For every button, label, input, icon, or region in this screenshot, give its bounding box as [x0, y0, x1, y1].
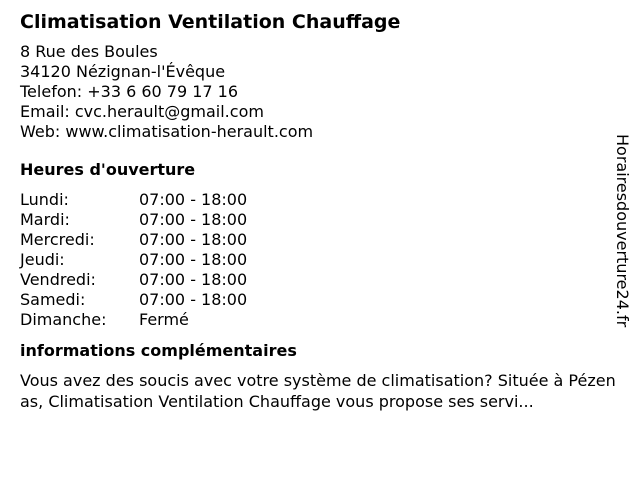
address-city: 34120 Nézignan-l'Évêque: [20, 62, 226, 81]
day-hours: 07:00 - 18:00: [139, 230, 248, 249]
website-link[interactable]: Web: www.climatisation-herault.com: [20, 122, 314, 141]
hours-row-vendredi: [20, 270, 610, 290]
hours-row-jeudi: [20, 250, 610, 270]
opening-hours-table: [20, 190, 610, 330]
day-label: Mardi:: [20, 210, 70, 229]
business-name: Climatisation Ventilation Chauffage: [20, 11, 401, 33]
day-label: Samedi:: [20, 290, 86, 309]
additional-info-text: Vous avez des soucis avec votre système de climatisation? Située à Pézenas, Climatisation Ventilation Chauffage vous propose ses servi...: [20, 371, 616, 411]
day-hours: 07:00 - 18:00: [139, 250, 248, 269]
hours-row-mercredi: [20, 230, 610, 250]
watermark-text: Horairesdouverture24.fr: [613, 134, 632, 328]
hours-row-mardi: [20, 210, 610, 230]
day-label: Jeudi:: [20, 250, 65, 269]
day-label: Vendredi:: [20, 270, 96, 289]
day-label: Dimanche:: [20, 310, 107, 329]
day-hours: Fermé: [139, 310, 189, 329]
business-card: [20, 10, 616, 412]
email-address[interactable]: Email: cvc.herault@gmail.com: [20, 102, 264, 121]
day-label: Lundi:: [20, 190, 69, 209]
hours-row-lundi: [20, 190, 610, 210]
additional-info-heading: informations complémentaires: [20, 341, 297, 360]
address-street: 8 Rue des Boules: [20, 42, 158, 61]
hours-row-dimanche: [20, 310, 610, 330]
day-hours: 07:00 - 18:00: [139, 290, 248, 309]
day-label: Mercredi:: [20, 230, 95, 249]
day-hours: 07:00 - 18:00: [139, 270, 248, 289]
phone-number[interactable]: Telefon: +33 6 60 79 17 16: [20, 82, 239, 101]
day-hours: 07:00 - 18:00: [139, 190, 248, 209]
opening-hours-heading: Heures d'ouverture: [20, 160, 196, 179]
hours-row-samedi: [20, 290, 610, 310]
day-hours: 07:00 - 18:00: [139, 210, 248, 229]
